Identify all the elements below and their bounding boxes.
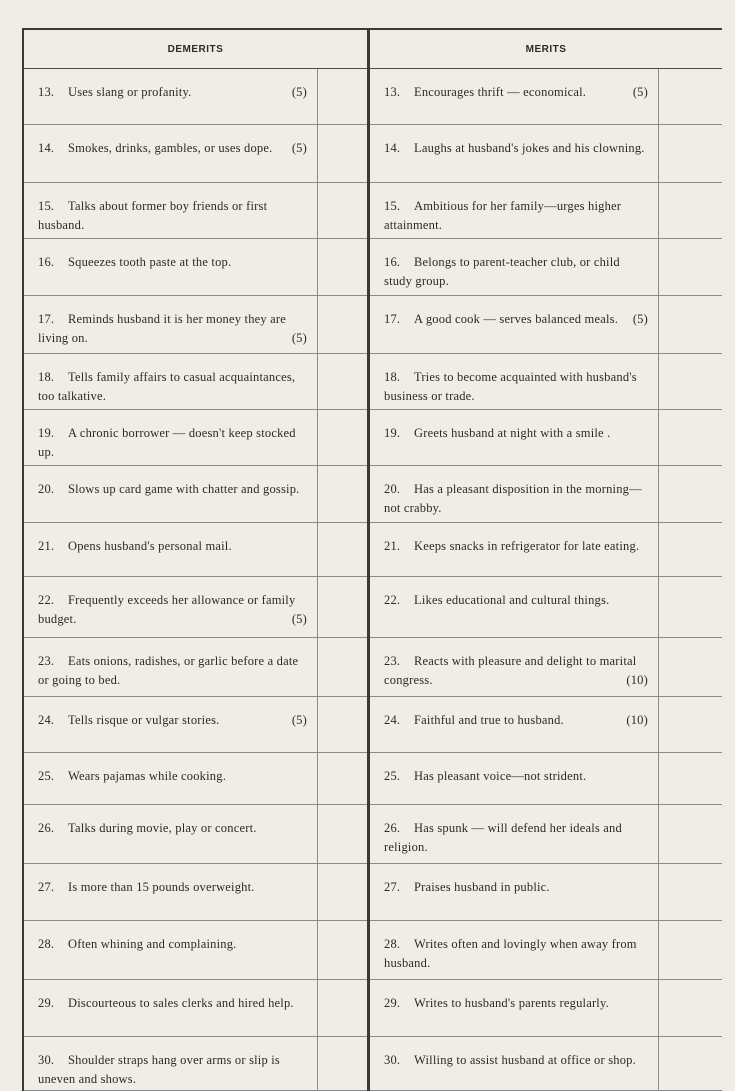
demerit-score-box[interactable] bbox=[317, 125, 367, 182]
demerit-item-text bbox=[24, 864, 317, 920]
merit-score-box[interactable] bbox=[658, 183, 722, 238]
merit-item-text bbox=[370, 1037, 658, 1090]
merit-item-text bbox=[370, 296, 658, 353]
demerit-item-number: 27. bbox=[38, 880, 55, 894]
merit-item-text bbox=[370, 753, 658, 804]
demerit-item-description: Often whining and complaining. bbox=[68, 937, 237, 951]
merits-header: MERITS bbox=[370, 30, 722, 69]
merit-item-number: 22. bbox=[384, 593, 401, 607]
merit-item-description: Has a pleasant disposition in the morning—not crabby. bbox=[384, 482, 642, 515]
demerit-item-text bbox=[24, 753, 317, 804]
merit-item-number: 21. bbox=[384, 539, 401, 553]
merit-score-box[interactable] bbox=[658, 697, 722, 752]
demerit-item-points: (5) bbox=[291, 141, 307, 155]
merit-item-points: (10) bbox=[626, 713, 648, 727]
demerit-score-box[interactable] bbox=[317, 805, 367, 863]
merit-item-text bbox=[370, 638, 658, 696]
demerit-item-description: Smokes, drinks, gambles, or uses dope. bbox=[68, 141, 273, 155]
merit-row bbox=[370, 577, 722, 638]
merit-item-description: Faithful and true to husband. bbox=[414, 713, 564, 727]
merit-score-box[interactable] bbox=[658, 125, 722, 182]
merit-item-number: 27. bbox=[384, 880, 401, 894]
demerit-item-text bbox=[24, 296, 317, 353]
demerit-item-number: 14. bbox=[38, 141, 55, 155]
merit-item-description: A good cook — serves balanced meals. bbox=[414, 312, 619, 326]
demerit-item-description: Tells risque or vulgar stories. bbox=[68, 713, 220, 727]
demerit-row bbox=[24, 753, 367, 805]
merit-row bbox=[370, 125, 722, 183]
demerit-row bbox=[24, 980, 367, 1037]
demerit-row bbox=[24, 125, 367, 183]
demerit-score-box[interactable] bbox=[317, 523, 367, 576]
demerit-item-points: (5) bbox=[291, 713, 307, 727]
demerit-item-text bbox=[24, 980, 317, 1036]
merit-row bbox=[370, 1037, 722, 1091]
merit-item-points: (10) bbox=[626, 673, 648, 687]
merit-item-number: 18. bbox=[384, 370, 401, 384]
merit-row bbox=[370, 697, 722, 753]
merit-row bbox=[370, 410, 722, 466]
demerit-score-box[interactable] bbox=[317, 980, 367, 1036]
merit-score-box[interactable] bbox=[658, 753, 722, 804]
demerit-score-box[interactable] bbox=[317, 864, 367, 920]
demerit-item-number: 17. bbox=[38, 312, 55, 326]
merit-item-number: 17. bbox=[384, 312, 401, 326]
merit-row bbox=[370, 638, 722, 697]
merit-item-points: (5) bbox=[632, 85, 648, 99]
merit-score-box[interactable] bbox=[658, 864, 722, 920]
demerit-score-box[interactable] bbox=[317, 577, 367, 637]
demerit-item-description: Opens husband's personal mail. bbox=[68, 539, 232, 553]
demerit-item-number: 20. bbox=[38, 482, 55, 496]
demerit-item-text bbox=[24, 410, 317, 465]
demerit-item-number: 24. bbox=[38, 713, 55, 727]
demerit-item-description: Talks during movie, play or concert. bbox=[68, 821, 257, 835]
demerit-item-text bbox=[24, 466, 317, 522]
merit-item-description: Encourages thrift — economical. bbox=[414, 85, 587, 99]
demerit-item-points: (5) bbox=[291, 331, 307, 345]
demerit-row bbox=[24, 239, 367, 296]
demerit-score-box[interactable] bbox=[317, 183, 367, 238]
merit-score-box[interactable] bbox=[658, 523, 722, 576]
demerit-row bbox=[24, 466, 367, 523]
demerit-item-text bbox=[24, 239, 317, 295]
merit-item-number: 26. bbox=[384, 821, 401, 835]
demerit-item-text bbox=[24, 921, 317, 979]
demerit-item-description: Tells family affairs to casual acquaintances, too talkative. bbox=[38, 370, 296, 403]
merit-item-text bbox=[370, 697, 658, 752]
merit-score-box[interactable] bbox=[658, 239, 722, 295]
merit-row bbox=[370, 980, 722, 1037]
demerit-row bbox=[24, 523, 367, 577]
demerit-item-text bbox=[24, 354, 317, 409]
merit-item-description: Laughs at husband's jokes and his clowning. bbox=[414, 141, 645, 155]
merit-item-description: Tries to become acquainted with husband's business or trade. bbox=[384, 370, 637, 403]
demerit-item-text bbox=[24, 183, 317, 238]
merit-item-number: 20. bbox=[384, 482, 401, 496]
demerit-item-number: 22. bbox=[38, 593, 55, 607]
demerit-item-number: 16. bbox=[38, 255, 55, 269]
merit-item-points: (5) bbox=[632, 312, 648, 326]
merit-item-number: 15. bbox=[384, 199, 401, 213]
demerit-item-number: 28. bbox=[38, 937, 55, 951]
demerit-item-points: (5) bbox=[291, 85, 307, 99]
merits-column bbox=[370, 30, 722, 1091]
merit-row bbox=[370, 296, 722, 354]
merit-row bbox=[370, 805, 722, 864]
demerit-item-number: 18. bbox=[38, 370, 55, 384]
demerit-item-description: Frequently exceeds her allowance or family budget. bbox=[38, 593, 296, 626]
demerit-row bbox=[24, 577, 367, 638]
merit-row bbox=[370, 864, 722, 921]
merit-score-box[interactable] bbox=[658, 410, 722, 465]
demerit-item-description: Shoulder straps hang over arms or slip is uneven and shows. bbox=[38, 1053, 280, 1086]
merit-item-number: 25. bbox=[384, 769, 401, 783]
demerit-score-box[interactable] bbox=[317, 638, 367, 696]
merit-row bbox=[370, 183, 722, 239]
merit-item-number: 19. bbox=[384, 426, 401, 440]
merit-item-description: Has spunk — will defend her ideals and religion. bbox=[384, 821, 622, 854]
demerit-row bbox=[24, 354, 367, 410]
merit-item-description: Has pleasant voice—not strident. bbox=[414, 769, 587, 783]
demerit-item-text bbox=[24, 69, 317, 124]
demerit-row bbox=[24, 638, 367, 697]
merit-row bbox=[370, 753, 722, 805]
demerit-item-description: Is more than 15 pounds overweight. bbox=[68, 880, 255, 894]
demerit-score-box[interactable] bbox=[317, 921, 367, 979]
demerit-score-box[interactable] bbox=[317, 69, 367, 124]
merit-item-text bbox=[370, 523, 658, 576]
demerit-item-text bbox=[24, 697, 317, 752]
demerit-item-points: (5) bbox=[291, 612, 307, 626]
merit-item-text bbox=[370, 980, 658, 1036]
demerit-score-box[interactable] bbox=[317, 697, 367, 752]
merit-item-description: Greets husband at night with a smile . bbox=[414, 426, 611, 440]
merit-score-box[interactable] bbox=[658, 805, 722, 863]
merit-row bbox=[370, 69, 722, 125]
demerit-item-text bbox=[24, 1037, 317, 1090]
demerit-item-number: 23. bbox=[38, 654, 55, 668]
demerit-row bbox=[24, 410, 367, 466]
merit-item-description: Likes educational and cultural things. bbox=[414, 593, 610, 607]
demerit-item-number: 21. bbox=[38, 539, 55, 553]
demerit-item-description: A chronic borrower — doesn't keep stocked up. bbox=[38, 426, 296, 459]
merit-row bbox=[370, 921, 722, 980]
merit-row bbox=[370, 239, 722, 296]
demerit-item-number: 15. bbox=[38, 199, 55, 213]
demerit-item-text bbox=[24, 805, 317, 863]
merit-item-text bbox=[370, 864, 658, 920]
demerit-item-description: Eats onions, radishes, or garlic before a date or going to bed. bbox=[38, 654, 299, 687]
demerit-item-number: 30. bbox=[38, 1053, 55, 1067]
merit-score-box[interactable] bbox=[658, 69, 722, 124]
merit-item-number: 13. bbox=[384, 85, 401, 99]
merit-item-number: 28. bbox=[384, 937, 401, 951]
merit-item-description: Praises husband in public. bbox=[414, 880, 550, 894]
demerit-row bbox=[24, 921, 367, 980]
demerit-item-number: 13. bbox=[38, 85, 55, 99]
merit-item-text bbox=[370, 577, 658, 637]
merit-score-box[interactable] bbox=[658, 921, 722, 979]
demerit-row bbox=[24, 864, 367, 921]
merit-row bbox=[370, 466, 722, 523]
merit-item-number: 16. bbox=[384, 255, 401, 269]
merit-item-description: Keeps snacks in refrigerator for late eating. bbox=[414, 539, 640, 553]
demerits-rows bbox=[24, 69, 367, 1091]
demerit-item-number: 25. bbox=[38, 769, 55, 783]
merits-rows bbox=[370, 69, 722, 1091]
merit-row bbox=[370, 354, 722, 410]
merit-item-text bbox=[370, 69, 658, 124]
demerit-item-number: 19. bbox=[38, 426, 55, 440]
merit-item-number: 29. bbox=[384, 996, 401, 1010]
merit-item-description: Writes often and lovingly when away from husband. bbox=[384, 937, 637, 970]
demerit-score-box[interactable] bbox=[317, 354, 367, 409]
merit-item-number: 24. bbox=[384, 713, 401, 727]
demerit-item-description: Uses slang or profanity. bbox=[68, 85, 192, 99]
demerit-item-description: Discourteous to sales clerks and hired help. bbox=[68, 996, 294, 1010]
merit-item-text bbox=[370, 354, 658, 409]
demerit-row bbox=[24, 1037, 367, 1091]
demerits-column bbox=[24, 30, 370, 1091]
merit-item-text bbox=[370, 805, 658, 863]
demerits-header: DEMERITS bbox=[24, 30, 367, 69]
demerit-row bbox=[24, 805, 367, 864]
merit-item-description: Belongs to parent-teacher club, or child study group. bbox=[384, 255, 620, 288]
merit-item-description: Willing to assist husband at office or shop. bbox=[414, 1053, 636, 1067]
demerit-item-text bbox=[24, 577, 317, 637]
merit-score-box[interactable] bbox=[658, 577, 722, 637]
merit-item-text bbox=[370, 239, 658, 295]
merit-item-text bbox=[370, 183, 658, 238]
demerit-item-number: 29. bbox=[38, 996, 55, 1010]
merit-item-text bbox=[370, 921, 658, 979]
merit-score-box[interactable] bbox=[658, 296, 722, 353]
rating-sheet bbox=[22, 28, 722, 1091]
demerit-item-number: 26. bbox=[38, 821, 55, 835]
demerit-item-text bbox=[24, 523, 317, 576]
demerit-item-description: Wears pajamas while cooking. bbox=[68, 769, 227, 783]
merit-item-description: Ambitious for her family—urges higher attainment. bbox=[384, 199, 622, 232]
merit-score-box[interactable] bbox=[658, 466, 722, 522]
demerit-score-box[interactable] bbox=[317, 1037, 367, 1090]
demerit-row bbox=[24, 69, 367, 125]
merit-item-description: Writes to husband's parents regularly. bbox=[414, 996, 609, 1010]
demerit-row bbox=[24, 183, 367, 239]
demerit-item-description: Reminds husband it is her money they are living on. bbox=[38, 312, 287, 345]
merit-item-number: 23. bbox=[384, 654, 401, 668]
merit-score-box[interactable] bbox=[658, 980, 722, 1036]
demerit-item-text bbox=[24, 125, 317, 182]
merit-score-box[interactable] bbox=[658, 1037, 722, 1090]
merit-item-number: 14. bbox=[384, 141, 401, 155]
demerit-score-box[interactable] bbox=[317, 239, 367, 295]
merit-score-box[interactable] bbox=[658, 354, 722, 409]
demerit-item-description: Talks about former boy friends or first husband. bbox=[38, 199, 268, 232]
merit-item-text bbox=[370, 466, 658, 522]
merit-item-number: 30. bbox=[384, 1053, 401, 1067]
merit-row bbox=[370, 523, 722, 577]
demerit-item-description: Slows up card game with chatter and gossip. bbox=[68, 482, 300, 496]
demerit-score-box[interactable] bbox=[317, 410, 367, 465]
demerit-item-text bbox=[24, 638, 317, 696]
merit-item-text bbox=[370, 410, 658, 465]
merit-item-description: Reacts with pleasure and delight to marital congress. bbox=[384, 654, 637, 687]
merit-item-text bbox=[370, 125, 658, 182]
demerit-row bbox=[24, 296, 367, 354]
demerit-item-description: Squeezes tooth paste at the top. bbox=[68, 255, 232, 269]
demerit-score-box[interactable] bbox=[317, 466, 367, 522]
demerit-score-box[interactable] bbox=[317, 296, 367, 353]
merit-score-box[interactable] bbox=[658, 638, 722, 696]
demerit-row bbox=[24, 697, 367, 753]
demerit-score-box[interactable] bbox=[317, 753, 367, 804]
